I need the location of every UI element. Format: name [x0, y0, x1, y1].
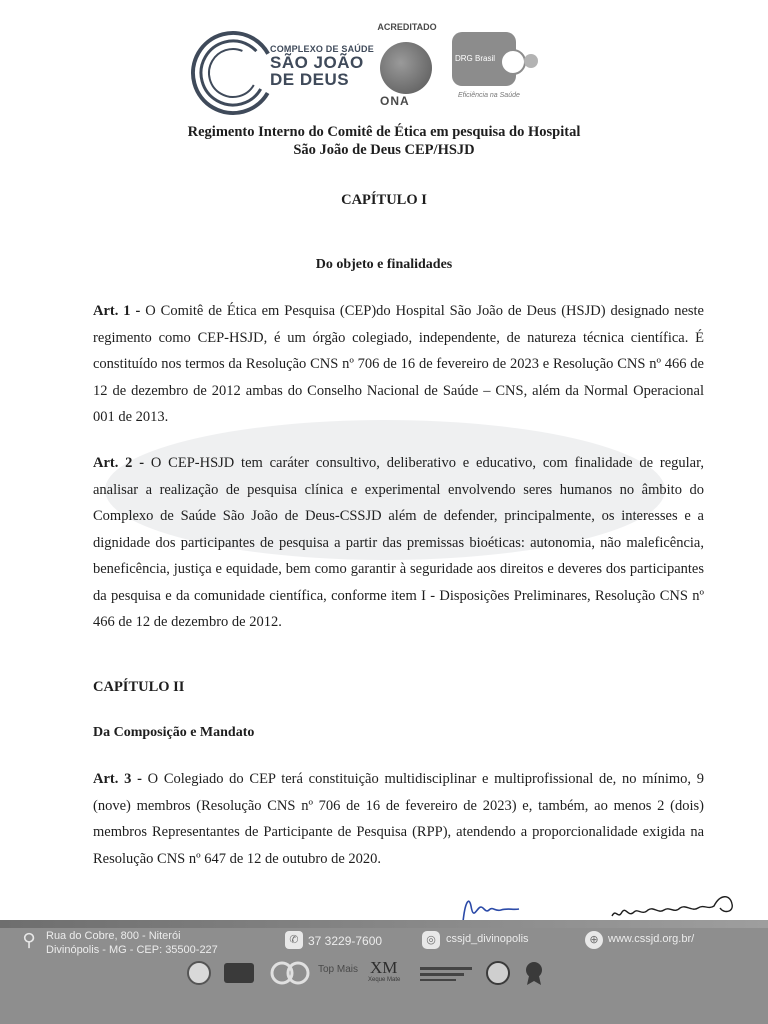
article-3	[93, 766, 704, 872]
instagram-icon: ◎	[422, 931, 440, 949]
partner-award-icon	[520, 960, 548, 986]
phone-icon: ✆	[285, 931, 303, 949]
article-3-text: O Colegiado do CEP terá constituição multidisciplinar e multiprofissional de, no mínimo, 9 (nove) membros (Resolução CNS nº 706 de 16 de fevereiro de 2023) e, também, ao menos 2 (dois) membros Representantes de Participante de Pesquisa (RPP), atendendo a proporcionalidade exigida na Resolução CNS nº 647 de 12 de outubro de 2020.	[93, 771, 704, 867]
article-2	[93, 450, 704, 636]
cssjd-logo-text	[270, 44, 374, 88]
article-1	[93, 298, 704, 431]
document-title-line1: Regimento Interno do Comitê de Ética em pesquisa do Hospital	[187, 124, 581, 140]
partner-seal-icon-1	[184, 960, 214, 986]
article-3-label: Art. 3 -	[93, 771, 142, 787]
partner-text-logo-icon	[416, 960, 476, 986]
drg-brasil-logo	[452, 32, 538, 106]
logo-small-text: COMPLEXO DE SAÚDE	[270, 44, 374, 54]
logo-line2: DE DEUS	[270, 70, 350, 89]
footer-address-line2: Divinópolis - MG - CEP: 35500-227	[46, 944, 218, 956]
footer-instagram: cssjd_divinopolis	[446, 933, 529, 945]
footer-website: www.cssjd.org.br/	[608, 933, 695, 945]
partner-seal-icon-2	[484, 960, 512, 986]
globe-icon: ⊕	[585, 931, 603, 949]
document-footer	[0, 920, 768, 1024]
drg-label: DRG Brasil	[455, 54, 496, 63]
footer-phone: 37 3229-7600	[308, 934, 383, 948]
article-2-label: Art. 2 -	[93, 455, 145, 471]
document-title-line2: São João de Deus CEP/HSJD	[293, 142, 475, 158]
chapter2-subheading: Da Composição e Mandato	[93, 725, 255, 740]
document-header	[0, 0, 768, 115]
footer-partner-logos	[184, 960, 554, 990]
ona-arc-text: ACREDITADO	[377, 22, 437, 32]
partner-xm: XM	[370, 958, 398, 977]
location-pin-icon: ⚲	[22, 930, 36, 951]
chapter2-heading: CAPÍTULO II	[93, 679, 185, 695]
partner-ring-icon	[268, 960, 312, 986]
article-1-label: Art. 1 -	[93, 303, 141, 319]
logo-line1: SÃO JOÃO	[270, 53, 364, 72]
ona-label: ONA	[380, 94, 410, 108]
article-2-text: O CEP-HSJD tem caráter consultivo, deliberativo e educativo, com finalidade de regular, analisar a realização de pesquisa clínica e experimental envolvendo seres humanos no âmbito do Complexo de Saúde São João de Deus-CSSJD além de defender, principalmente, os interesses e a dignidade dos participantes de pesquisa a partir das premissas bioéticas: autonomia, não maleficência, beneficência, justiça e equidade, bem como garantir à seguridade aos direitos e deveres dos participantes da pesquisa e da comunidade científica, conforme item I - Disposições Preliminares, Resolução CNS nº 466 de 12 de dezembro de 2012.	[93, 455, 704, 630]
ona-accreditation-seal	[372, 22, 442, 106]
partner-badge-icon	[222, 960, 256, 986]
ona-globe-icon	[380, 42, 432, 94]
drg-dot-icon	[500, 49, 526, 75]
footer-address-line1: Rua do Cobre, 800 - Niterói	[46, 930, 181, 942]
article-1-text: O Comitê de Ética em Pesquisa (CEP)do Hospital São João de Deus (HSJD) designado neste regimento como CEP-HSJD, é um órgão colegiado, independente, de natureza técnica científica. É constituído nos termos da Resolução CNS nº 706 de 16 de fevereiro de 2023 e Resolução CNS nº 466 de 12 de dezembro de 2012 ambas do Conselho Nacional de Saúde – CNS, além da Normal Operacional 001 de 2013.	[93, 303, 704, 425]
drg-dot-small-icon	[524, 54, 538, 68]
drg-tagline: Eficiência na Saúde	[458, 92, 520, 99]
cssjd-logo-mark	[188, 28, 278, 118]
chapter1-heading: CAPÍTULO I	[341, 192, 427, 208]
chapter1-subheading: Do objeto e finalidades	[315, 257, 453, 272]
partner-top-mais: Top Mais	[318, 964, 359, 975]
footer-band	[0, 920, 768, 928]
partner-xm-sub: Xeque Mate	[368, 977, 401, 983]
